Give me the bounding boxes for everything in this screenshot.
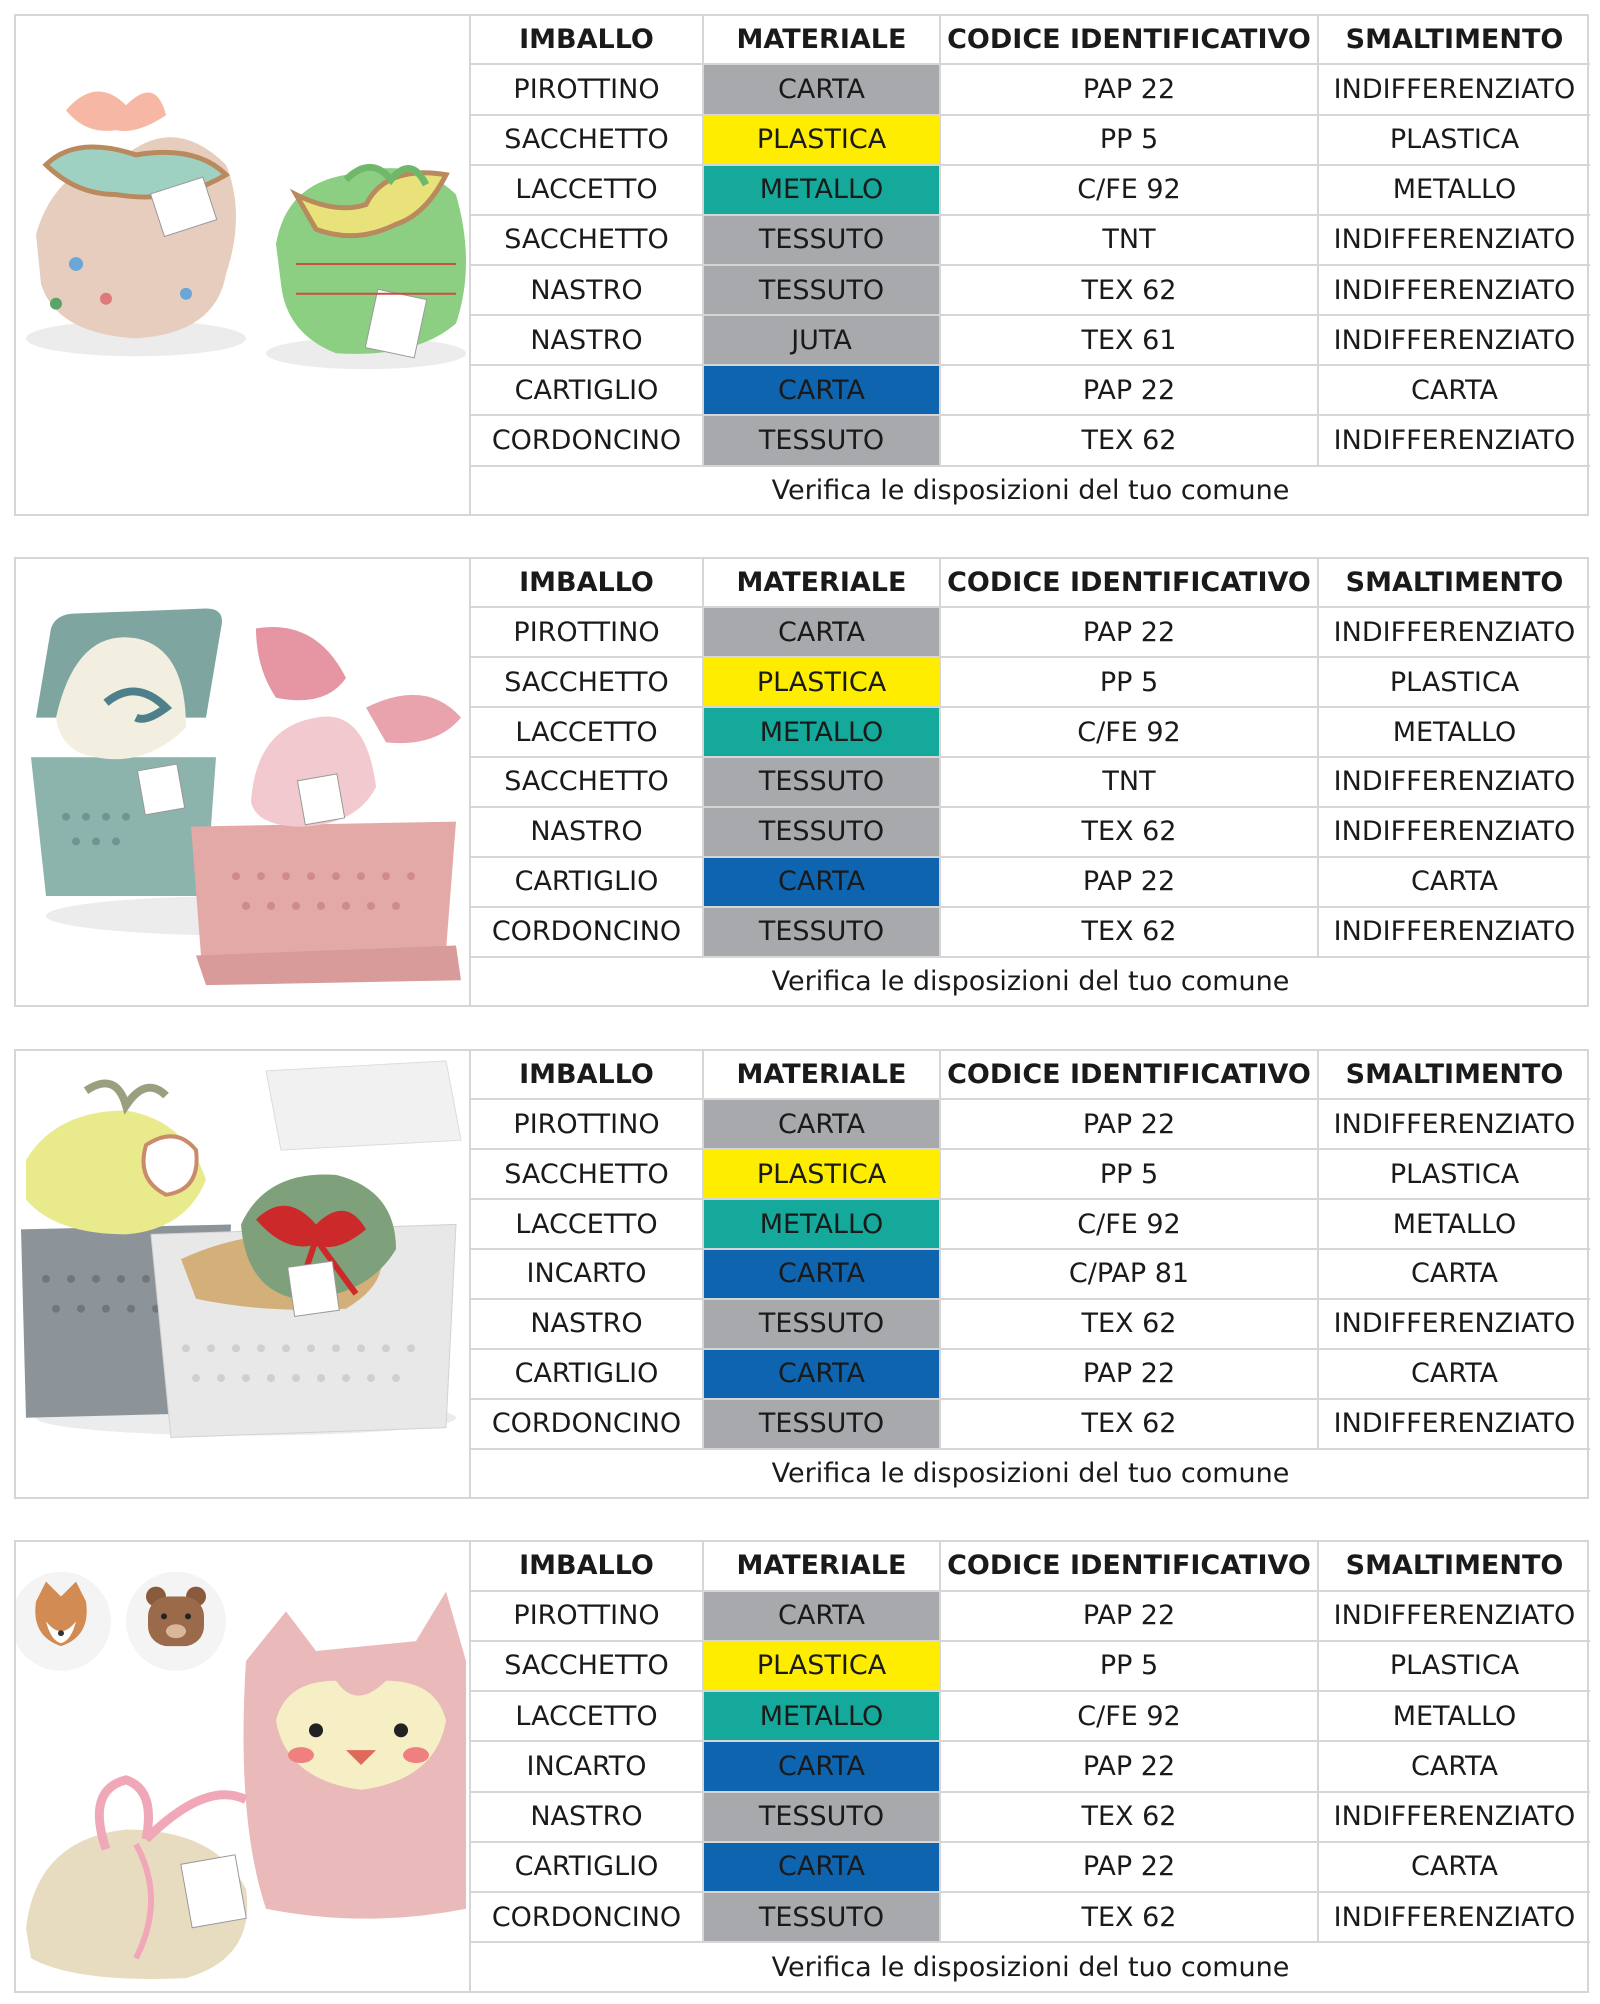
cell-codice: TEX 62 xyxy=(940,807,1318,857)
packaging-table xyxy=(469,1051,1590,1497)
table-row xyxy=(470,1741,1590,1791)
header-smaltimento: SMALTIMENTO xyxy=(1318,559,1590,607)
cell-imballo: CORDONCINO xyxy=(470,1399,703,1449)
table-row xyxy=(470,415,1590,465)
disposal-note: Verifica le disposizioni del tuo comune xyxy=(470,1449,1590,1497)
table-row xyxy=(470,315,1590,365)
cell-codice: PAP 22 xyxy=(940,1099,1318,1149)
table-row xyxy=(470,265,1590,315)
product-photo xyxy=(16,1542,469,1991)
table-row xyxy=(470,215,1590,265)
cell-codice: PP 5 xyxy=(940,115,1318,165)
cell-imballo: LACCETTO xyxy=(470,1691,703,1741)
cell-materiale: CARTA xyxy=(703,607,940,657)
disposal-note: Verifica le disposizioni del tuo comune xyxy=(470,466,1590,514)
header-materiale: MATERIALE xyxy=(703,1051,940,1099)
cell-codice: PAP 22 xyxy=(940,365,1318,415)
cell-codice: C/FE 92 xyxy=(940,1199,1318,1249)
table-row xyxy=(470,907,1590,957)
cell-codice: TEX 62 xyxy=(940,1299,1318,1349)
cell-materiale: METALLO xyxy=(703,1199,940,1249)
cell-smaltimento: INDIFFERENZIATO xyxy=(1318,64,1590,114)
table-row xyxy=(470,1591,1590,1641)
cell-codice: TEX 62 xyxy=(940,1399,1318,1449)
cell-imballo: CARTIGLIO xyxy=(470,1349,703,1399)
cell-imballo: CORDONCINO xyxy=(470,907,703,957)
cell-codice: PAP 22 xyxy=(940,1591,1318,1641)
packaging-block-2 xyxy=(14,557,1589,1007)
cell-smaltimento: CARTA xyxy=(1318,365,1590,415)
cell-codice: C/FE 92 xyxy=(940,1691,1318,1741)
header-materiale: MATERIALE xyxy=(703,16,940,64)
cell-materiale: JUTA xyxy=(703,315,940,365)
header-smaltimento: SMALTIMENTO xyxy=(1318,16,1590,64)
cell-imballo: CORDONCINO xyxy=(470,1892,703,1942)
cell-codice: PP 5 xyxy=(940,1641,1318,1691)
note-row xyxy=(470,1449,1590,1497)
cell-imballo: NASTRO xyxy=(470,1792,703,1842)
cell-smaltimento: INDIFFERENZIATO xyxy=(1318,1892,1590,1942)
cell-imballo: SACCHETTO xyxy=(470,1641,703,1691)
cell-imballo: PIROTTINO xyxy=(470,1591,703,1641)
table-row xyxy=(470,1399,1590,1449)
table-row xyxy=(470,1349,1590,1399)
cell-codice: C/PAP 81 xyxy=(940,1249,1318,1299)
cell-smaltimento: INDIFFERENZIATO xyxy=(1318,907,1590,957)
cell-materiale: METALLO xyxy=(703,707,940,757)
cell-imballo: PIROTTINO xyxy=(470,1099,703,1149)
header-imballo: IMBALLO xyxy=(470,559,703,607)
cell-smaltimento: INDIFFERENZIATO xyxy=(1318,607,1590,657)
cell-imballo: LACCETTO xyxy=(470,1199,703,1249)
packaging-block-1 xyxy=(14,14,1589,516)
cell-imballo: SACCHETTO xyxy=(470,657,703,707)
cell-codice: TEX 62 xyxy=(940,1792,1318,1842)
table-row xyxy=(470,607,1590,657)
cell-materiale: CARTA xyxy=(703,1349,940,1399)
cell-smaltimento: METALLO xyxy=(1318,165,1590,215)
cell-materiale: TESSUTO xyxy=(703,415,940,465)
cell-smaltimento: INDIFFERENZIATO xyxy=(1318,415,1590,465)
cell-smaltimento: INDIFFERENZIATO xyxy=(1318,1099,1590,1149)
packaging-block-4 xyxy=(14,1540,1589,1993)
cell-imballo: LACCETTO xyxy=(470,165,703,215)
product-photo xyxy=(16,1051,469,1497)
table-row xyxy=(470,365,1590,415)
cell-smaltimento: INDIFFERENZIATO xyxy=(1318,215,1590,265)
cell-imballo: SACCHETTO xyxy=(470,115,703,165)
cell-imballo: LACCETTO xyxy=(470,707,703,757)
disposal-note: Verifica le disposizioni del tuo comune xyxy=(470,1942,1590,1991)
cell-imballo: CARTIGLIO xyxy=(470,1842,703,1892)
cell-codice: TNT xyxy=(940,757,1318,807)
cell-codice: PAP 22 xyxy=(940,1349,1318,1399)
cell-codice: TEX 62 xyxy=(940,415,1318,465)
cell-smaltimento: PLASTICA xyxy=(1318,657,1590,707)
table-row xyxy=(470,1149,1590,1199)
cell-imballo: PIROTTINO xyxy=(470,64,703,114)
cell-codice: PAP 22 xyxy=(940,1842,1318,1892)
cell-materiale: TESSUTO xyxy=(703,1299,940,1349)
cell-materiale: PLASTICA xyxy=(703,657,940,707)
table-row xyxy=(470,857,1590,907)
table-header-row xyxy=(470,1051,1590,1099)
packaging-table xyxy=(469,16,1590,514)
header-imballo: IMBALLO xyxy=(470,1051,703,1099)
cell-imballo: INCARTO xyxy=(470,1249,703,1299)
header-codice: CODICE IDENTIFICATIVO xyxy=(940,1051,1318,1099)
table-row xyxy=(470,1199,1590,1249)
cell-imballo: NASTRO xyxy=(470,1299,703,1349)
cell-smaltimento: INDIFFERENZIATO xyxy=(1318,757,1590,807)
cell-materiale: TESSUTO xyxy=(703,807,940,857)
table-row xyxy=(470,1299,1590,1349)
table-row xyxy=(470,165,1590,215)
cell-imballo: NASTRO xyxy=(470,265,703,315)
table-header-row xyxy=(470,16,1590,64)
table-row xyxy=(470,1249,1590,1299)
cell-materiale: CARTA xyxy=(703,857,940,907)
cell-smaltimento: INDIFFERENZIATO xyxy=(1318,1399,1590,1449)
cell-materiale: CARTA xyxy=(703,1099,940,1149)
cell-imballo: SACCHETTO xyxy=(470,757,703,807)
note-row xyxy=(470,957,1590,1005)
cell-materiale: CARTA xyxy=(703,1249,940,1299)
cell-imballo: CARTIGLIO xyxy=(470,857,703,907)
cell-codice: TEX 61 xyxy=(940,315,1318,365)
cell-materiale: METALLO xyxy=(703,165,940,215)
cell-codice: PP 5 xyxy=(940,657,1318,707)
cell-smaltimento: INDIFFERENZIATO xyxy=(1318,265,1590,315)
table-row xyxy=(470,1641,1590,1691)
cell-smaltimento: METALLO xyxy=(1318,1691,1590,1741)
cell-materiale: METALLO xyxy=(703,1691,940,1741)
cell-materiale: CARTA xyxy=(703,1591,940,1641)
cell-materiale: PLASTICA xyxy=(703,1641,940,1691)
table-row xyxy=(470,807,1590,857)
header-codice: CODICE IDENTIFICATIVO xyxy=(940,559,1318,607)
cell-smaltimento: CARTA xyxy=(1318,1842,1590,1892)
cell-smaltimento: METALLO xyxy=(1318,1199,1590,1249)
table-header-row xyxy=(470,1542,1590,1591)
table-row xyxy=(470,1099,1590,1149)
cell-materiale: CARTA xyxy=(703,1842,940,1892)
table-row xyxy=(470,657,1590,707)
cell-smaltimento: CARTA xyxy=(1318,1741,1590,1791)
cell-smaltimento: CARTA xyxy=(1318,1249,1590,1299)
cell-codice: PAP 22 xyxy=(940,1741,1318,1791)
cell-materiale: TESSUTO xyxy=(703,265,940,315)
cell-smaltimento: CARTA xyxy=(1318,857,1590,907)
header-smaltimento: SMALTIMENTO xyxy=(1318,1542,1590,1591)
cell-materiale: PLASTICA xyxy=(703,1149,940,1199)
cell-smaltimento: INDIFFERENZIATO xyxy=(1318,1591,1590,1641)
cell-imballo: SACCHETTO xyxy=(470,1149,703,1199)
cell-codice: C/FE 92 xyxy=(940,707,1318,757)
cell-smaltimento: PLASTICA xyxy=(1318,1641,1590,1691)
cell-smaltimento: PLASTICA xyxy=(1318,115,1590,165)
cell-imballo: NASTRO xyxy=(470,315,703,365)
packaging-table xyxy=(469,559,1590,1005)
cell-codice: PAP 22 xyxy=(940,607,1318,657)
cell-materiale: TESSUTO xyxy=(703,1892,940,1942)
header-imballo: IMBALLO xyxy=(470,16,703,64)
cell-smaltimento: PLASTICA xyxy=(1318,1149,1590,1199)
header-materiale: MATERIALE xyxy=(703,1542,940,1591)
cell-codice: PAP 22 xyxy=(940,857,1318,907)
table-row xyxy=(470,64,1590,114)
table-header-row xyxy=(470,559,1590,607)
cell-codice: TEX 62 xyxy=(940,907,1318,957)
table-row xyxy=(470,1691,1590,1741)
cell-imballo: SACCHETTO xyxy=(470,215,703,265)
note-row xyxy=(470,466,1590,514)
table-row xyxy=(470,1892,1590,1942)
cell-imballo: INCARTO xyxy=(470,1741,703,1791)
product-photo xyxy=(16,16,469,514)
cell-codice: C/FE 92 xyxy=(940,165,1318,215)
table-row xyxy=(470,1842,1590,1892)
cell-imballo: CARTIGLIO xyxy=(470,365,703,415)
cell-codice: PAP 22 xyxy=(940,64,1318,114)
cell-imballo: PIROTTINO xyxy=(470,607,703,657)
header-materiale: MATERIALE xyxy=(703,559,940,607)
product-photo xyxy=(16,559,469,1005)
cell-codice: TNT xyxy=(940,215,1318,265)
cell-materiale: TESSUTO xyxy=(703,907,940,957)
cell-smaltimento: INDIFFERENZIATO xyxy=(1318,1792,1590,1842)
note-row xyxy=(470,1942,1590,1991)
packaging-block-3 xyxy=(14,1049,1589,1499)
header-codice: CODICE IDENTIFICATIVO xyxy=(940,16,1318,64)
header-imballo: IMBALLO xyxy=(470,1542,703,1591)
packaging-table xyxy=(469,1542,1590,1991)
table-row xyxy=(470,757,1590,807)
cell-materiale: CARTA xyxy=(703,365,940,415)
cell-codice: PP 5 xyxy=(940,1149,1318,1199)
table-row xyxy=(470,707,1590,757)
cell-smaltimento: INDIFFERENZIATO xyxy=(1318,1299,1590,1349)
cell-smaltimento: CARTA xyxy=(1318,1349,1590,1399)
cell-materiale: TESSUTO xyxy=(703,215,940,265)
cell-codice: TEX 62 xyxy=(940,1892,1318,1942)
cell-smaltimento: INDIFFERENZIATO xyxy=(1318,315,1590,365)
cell-codice: TEX 62 xyxy=(940,265,1318,315)
cell-materiale: CARTA xyxy=(703,64,940,114)
cell-imballo: CORDONCINO xyxy=(470,415,703,465)
table-row xyxy=(470,115,1590,165)
cell-materiale: TESSUTO xyxy=(703,1399,940,1449)
cell-materiale: PLASTICA xyxy=(703,115,940,165)
table-row xyxy=(470,1792,1590,1842)
cell-materiale: CARTA xyxy=(703,1741,940,1791)
cell-imballo: NASTRO xyxy=(470,807,703,857)
cell-smaltimento: METALLO xyxy=(1318,707,1590,757)
cell-materiale: TESSUTO xyxy=(703,1792,940,1842)
cell-smaltimento: INDIFFERENZIATO xyxy=(1318,807,1590,857)
cell-materiale: TESSUTO xyxy=(703,757,940,807)
header-smaltimento: SMALTIMENTO xyxy=(1318,1051,1590,1099)
disposal-note: Verifica le disposizioni del tuo comune xyxy=(470,957,1590,1005)
header-codice: CODICE IDENTIFICATIVO xyxy=(940,1542,1318,1591)
